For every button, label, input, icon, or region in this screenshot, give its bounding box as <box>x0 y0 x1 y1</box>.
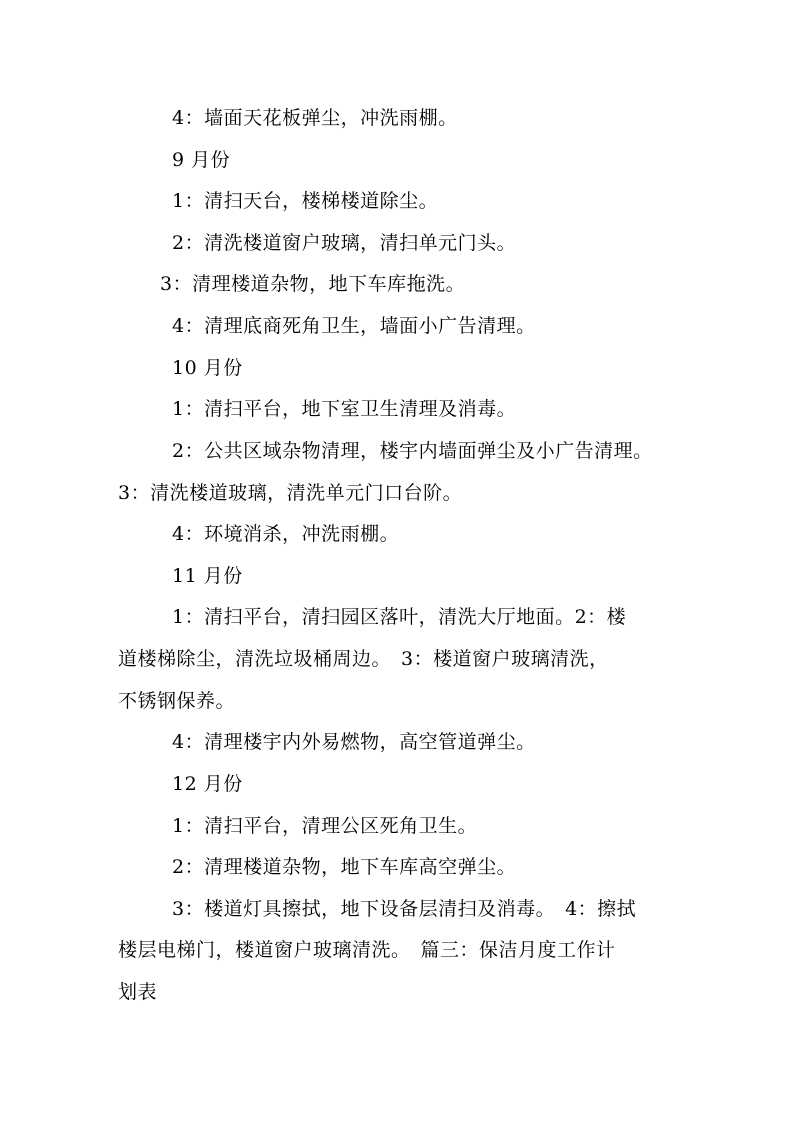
text-line: 1：清扫平台，清理公区死角卫生。 <box>172 815 478 837</box>
text-line: 4：墙面天花板弹尘，冲洗雨棚。 <box>172 107 458 129</box>
text-line: 4：清理底商死角卫生，墙面小广告清理。 <box>172 315 536 337</box>
text-line: 3：清洗楼道玻璃，清洗单元门口台阶。 <box>118 482 463 504</box>
month-heading: 9 月份 <box>172 149 231 171</box>
text-line: 楼层电梯门，楼道窗户玻璃清洗。 篇三：保洁月度工作计 <box>118 939 616 961</box>
month-heading: 11 月份 <box>172 565 243 587</box>
text-line: 1：清扫平台，清扫园区落叶，清洗大厅地面。2：楼 <box>172 606 627 628</box>
text-line: 4：环境消杀，冲洗雨棚。 <box>172 523 400 545</box>
text-line: 3：清理楼道杂物，地下车库拖洗。 <box>160 273 466 295</box>
month-heading: 12 月份 <box>172 773 243 795</box>
text-line: 1：清扫天台，楼梯楼道除尘。 <box>172 190 439 212</box>
month-heading: 10 月份 <box>172 357 243 379</box>
text-line: 道楼梯除尘，清洗垃圾桶周边。 3：楼道窗户玻璃清洗， <box>118 648 609 670</box>
text-line: 不锈钢保养。 <box>118 690 236 712</box>
text-line: 2：清理楼道杂物，地下车库高空弹尘。 <box>172 856 517 878</box>
text-line: 2：公共区域杂物清理，楼宇内墙面弹尘及小广告清理。 <box>172 440 653 462</box>
text-line: 2：清洗楼道窗户玻璃，清扫单元门头。 <box>172 232 517 254</box>
text-line: 3：楼道灯具擦拭，地下设备层清扫及消毒。 4：擦拭 <box>172 898 637 920</box>
text-line: 4：清理楼宇内外易燃物，高空管道弹尘。 <box>172 731 536 753</box>
text-line: 1：清扫平台，地下室卫生清理及消毒。 <box>172 398 517 420</box>
text-line: 划表 <box>118 981 158 1003</box>
